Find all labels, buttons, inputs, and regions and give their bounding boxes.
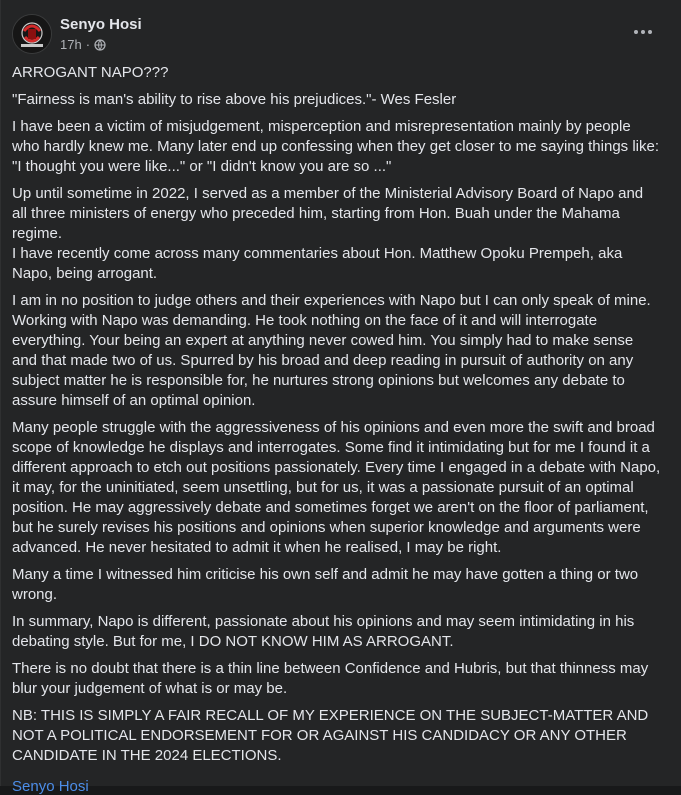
more-options-button[interactable] [629, 22, 657, 42]
more-options-icon [634, 30, 638, 34]
more-options-dot [641, 30, 645, 34]
post-time[interactable]: 17h [60, 37, 82, 52]
post-paragraph: Up until sometime in 2022, I served as a member of the Ministerial Advisory Board of Napo and all three ministers of energy who preceded him, starting from Hon. Buah under the Mahama regime. I have recently come across many commentaries about Hon. Matthew Opoku Prempeh, aka Napo, being arrogant. [12, 185, 644, 282]
post-paragraph: "Fairness is man's ability to rise above his prejudices."- Wes Fesler [12, 91, 457, 108]
post-paragraph: I have been a victim of misjudgement, misperception and misrepresentation mainly by people who hardly knew me. Many later end up confessing when they get closer to me saying things like: "I thought you were like..." or "I didn't know you are so ..." [12, 118, 660, 175]
footer-author-link[interactable]: Senyo Hosi [12, 778, 89, 795]
post-paragraph: NB: THIS IS SIMPLY A FAIR RECALL OF MY EXPERIENCE ON THE SUBJECT-MATTER AND NOT A POLITICAL ENDORSEMENT FOR OR AGAINST HIS CANDIDACY OR ANY OTHER CANDIDATE IN THE 2024 ELECTIONS. [12, 707, 649, 764]
post-paragraph: I am in no position to judge others and their experiences with Napo but I can only speak of mine. Working with Napo was demanding. He took nothing on the face of it and will interrogate everything. Your being an expert at anything never cowed him. You simply had to make sense and that made two of us. Spurred by his broad and deep reading in pursuit of authority on any subject matter he is responsible for, he nurtures strong opinions but welcomes any debate to assure himself of an optimal opinion. [12, 292, 651, 409]
avatar-logo-icon [13, 15, 51, 53]
globe-icon [94, 39, 106, 51]
author-name[interactable]: Senyo Hosi [60, 16, 142, 33]
avatar[interactable] [12, 14, 52, 54]
post-meta [60, 37, 106, 52]
post-paragraph: In summary, Napo is different, passionate about his opinions and may seem intimidating in his debating style. But for me, I DO NOT KNOW HIM AS ARROGANT. [12, 613, 635, 650]
separator: · [85, 37, 91, 52]
post-header [1, 0, 681, 62]
post-paragraph: ARROGANT NAPO??? [12, 64, 169, 81]
post-paragraph: Many a time I witnessed him criticise his own self and admit he may have gotten a thing or two wrong. [12, 566, 639, 603]
more-options-dot [648, 30, 652, 34]
post-paragraph: Many people struggle with the aggressiveness of his opinions and even more the swift and broad scope of knowledge he displays and interrogates. Some find it intimidating but for me I found it a different approach to etch out positions passionately. Every time I engaged in a debate with Napo, it may, for the uninitiated, seem unsettling, but for us, it was a passionate pursuit of an optimal position. He may aggressively debate and sometimes forget we aren't on the floor of parliament, but he surely revises his positions and opinions when superior knowledge and arguments were advanced. He never hesitated to admit it when he realised, I may be right. [12, 419, 661, 556]
post-body [12, 63, 662, 773]
post-paragraph: There is no doubt that there is a thin line between Confidence and Hubris, but that thinness may blur your judgement of what is or may be. [12, 660, 649, 697]
